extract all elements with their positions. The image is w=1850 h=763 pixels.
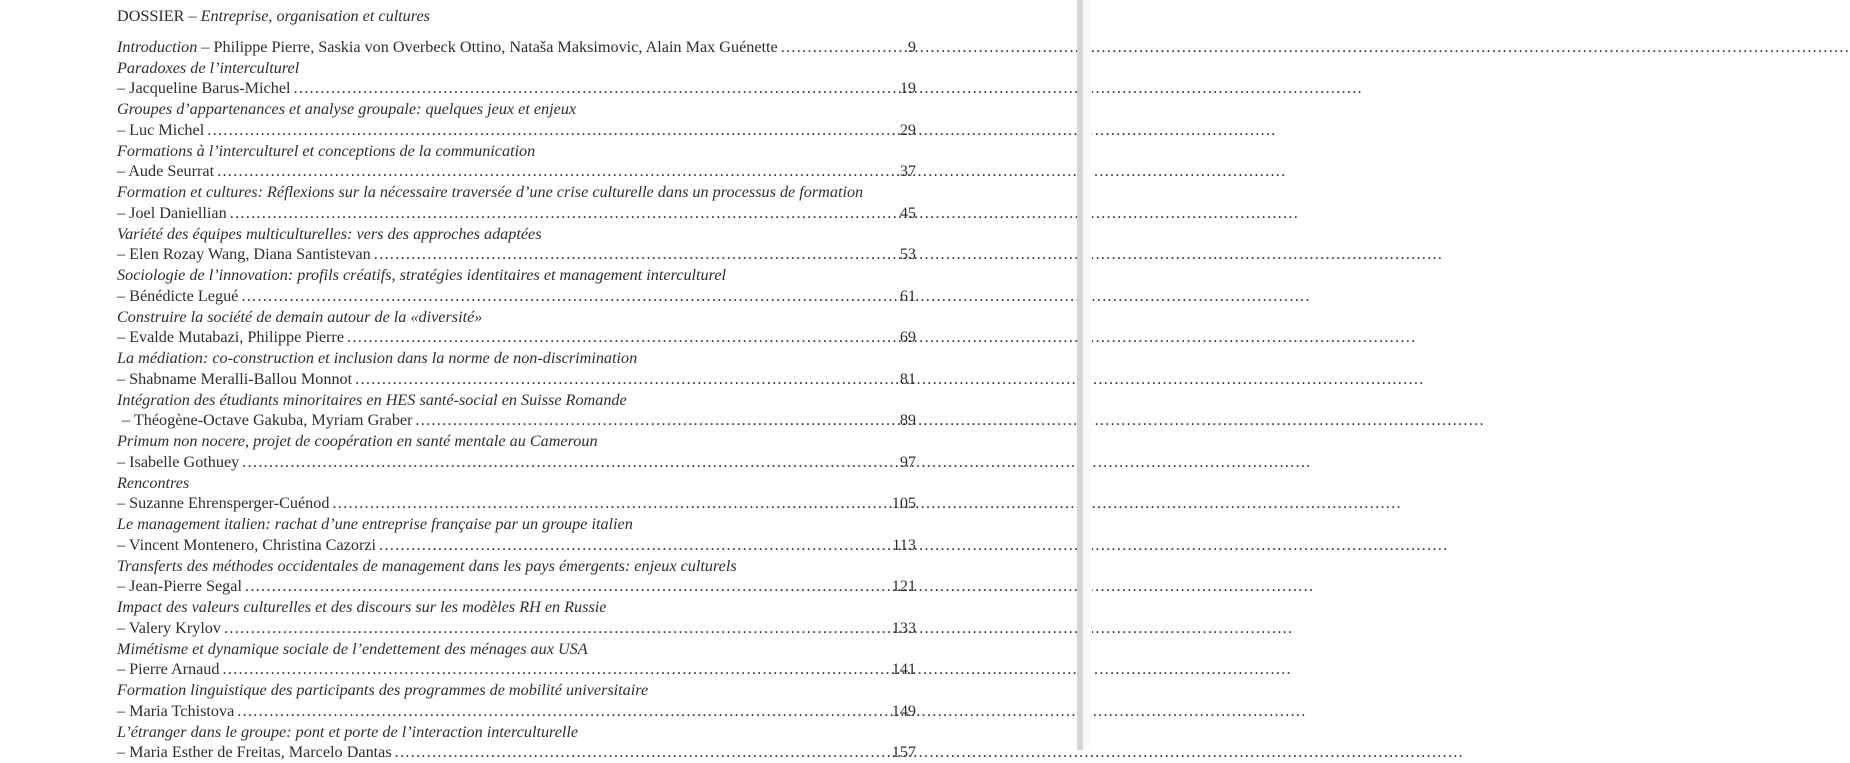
- toc-entry: [117, 597, 916, 639]
- dot-leader: [217, 161, 898, 182]
- entry-page-number: 89: [900, 410, 916, 431]
- entry-authors: – Vincent Montenero, Christina Cazorzi: [117, 535, 376, 556]
- entry-authors-line: [117, 410, 916, 431]
- entry-page-number: 113: [892, 535, 916, 556]
- entry-title: Rencontres: [117, 473, 916, 494]
- dot-leader: [237, 701, 889, 722]
- dot-leader: [223, 659, 890, 680]
- dot-leader: [224, 618, 890, 639]
- toc-entry: [117, 514, 916, 556]
- section-label: DOSSIER –: [117, 7, 201, 25]
- entry-title: L’étranger dans le groupe: pont et porte de l’interaction interculturelle: [117, 722, 916, 743]
- dot-leader: [416, 410, 898, 431]
- entry-authors: – Aude Seurrat: [117, 161, 214, 182]
- entry-page-number: 141: [892, 659, 916, 680]
- entry-authors-line: [117, 618, 916, 639]
- entry-page-number: 29: [900, 120, 916, 141]
- entry-authors-line: [117, 161, 916, 182]
- entry-title: Introduction: [117, 38, 197, 56]
- entry-title: Formation et cultures: Réflexions sur la nécessaire traversée d’une crise culturelle dans un processus de formation: [117, 182, 916, 203]
- dot-leader: [230, 203, 898, 224]
- entry-title: Groupes d’appartenances et analyse groupale: quelques jeux et enjeux: [117, 99, 916, 120]
- entry-title: La médiation: co-construction et inclusion dans la norme de non-discrimination: [117, 348, 916, 369]
- entry-title: Primum non nocere, projet de coopération en santé mentale au Cameroun: [117, 431, 916, 452]
- entry-authors: – Shabname Meralli-Ballou Monnot: [117, 369, 352, 390]
- entry-authors-line: [117, 576, 916, 597]
- dot-leader: [379, 535, 890, 556]
- dot-leader: [245, 576, 890, 597]
- entry-authors-line: [117, 369, 916, 390]
- entry-authors-line: [117, 701, 916, 722]
- entry-authors: – Jean-Pierre Segal: [117, 576, 242, 597]
- entry-authors: – Philippe Pierre, Saskia von Overbeck Ottino, Nataša Maksimovic, Alain Max Guénette: [197, 38, 777, 56]
- entry-authors-line: [117, 120, 916, 141]
- entry-title: Impact des valeurs culturelles et des discours sur les modèles RH en Russie: [117, 597, 916, 618]
- entry-page-number: 133: [892, 618, 916, 639]
- entry-authors-line: [117, 493, 916, 514]
- dot-leader: [332, 493, 889, 514]
- page-edge-divider: [1077, 0, 1083, 750]
- entry-page-number: 9: [908, 37, 916, 58]
- entry-authors: – Elen Rozay Wang, Diana Santistevan: [117, 244, 371, 265]
- toc-entry: [117, 390, 916, 432]
- page-gutter: [1083, 0, 1092, 750]
- entry-authors: – Maria Tchistova: [117, 701, 234, 722]
- toc-entry: [117, 556, 916, 598]
- entry-page-number: 37: [900, 161, 916, 182]
- dot-leader: [395, 742, 890, 763]
- toc-entry: [117, 182, 916, 224]
- entry-title: Le management italien: rachat d’une entreprise française par un groupe italien: [117, 514, 916, 535]
- entry-title: Mimétisme et dynamique sociale de l’endettement des ménages aux USA: [117, 639, 916, 660]
- entry-authors: – Luc Michel: [117, 120, 204, 141]
- toc-entry: [117, 307, 916, 349]
- section-title: Entreprise, organisation et cultures: [201, 7, 430, 25]
- entry-authors-line: [117, 742, 916, 763]
- toc-entry: [117, 58, 916, 100]
- toc-entry: [117, 639, 916, 681]
- entry-authors-line: [117, 535, 916, 556]
- entry-page-number: 157: [892, 742, 916, 763]
- dot-leader: [355, 369, 898, 390]
- entry-authors: – Joel Daniellian: [117, 203, 227, 224]
- dot-leader: [294, 78, 898, 99]
- dot-leader: [242, 452, 898, 473]
- entry-title: Formation linguistique des participants des programmes de mobilité universitaire: [117, 680, 916, 701]
- entry-title: Formations à l’interculturel et conceptions de la communication: [117, 141, 916, 162]
- entry-authors: – Jacqueline Barus-Michel: [117, 78, 291, 99]
- entry-title: Variété des équipes multiculturelles: vers des approches adaptées: [117, 224, 916, 245]
- entry-page-number: 69: [900, 327, 916, 348]
- entry-authors: – Théogène-Octave Gakuba, Myriam Graber: [122, 410, 413, 431]
- entry-title: Construire la société de demain autour de la «diversité»: [117, 307, 916, 328]
- entry-title: Paradoxes de l’interculturel: [117, 58, 916, 79]
- entry-line: [117, 37, 916, 58]
- dot-leader: [781, 37, 906, 58]
- entry-authors-line: [117, 203, 916, 224]
- entry-authors: – Valery Krylov: [117, 618, 221, 639]
- toc-entry: [117, 99, 916, 141]
- entry-authors: – Maria Esther de Freitas, Marcelo Dantas: [117, 742, 392, 763]
- entry-page-number: 149: [892, 701, 916, 722]
- entry-authors-line: [117, 78, 916, 99]
- entry-authors: – Suzanne Ehrensperger-Cuénod: [117, 493, 329, 514]
- entry-authors-line: [117, 452, 916, 473]
- entry-authors-line: [117, 327, 916, 348]
- entry-title: Transferts des méthodes occidentales de management dans les pays émergents: enjeux culturels: [117, 556, 916, 577]
- toc-entry: [117, 265, 916, 307]
- entry-page-number: 53: [900, 244, 916, 265]
- entry-page-number: 45: [900, 203, 916, 224]
- entry-authors: – Bénédicte Legué: [117, 286, 238, 307]
- toc-entry: [117, 348, 916, 390]
- toc-entry: [117, 722, 916, 763]
- toc-content: [117, 6, 916, 763]
- dot-leader: [241, 286, 897, 307]
- entry-page-number: 105: [892, 493, 916, 514]
- toc-entry: [117, 37, 916, 58]
- toc-entry: [117, 224, 916, 266]
- entry-title: Intégration des étudiants minoritaires en HES santé-social en Suisse Romande: [117, 390, 916, 411]
- toc-header: [117, 6, 916, 27]
- entry-authors: – Pierre Arnaud: [117, 659, 220, 680]
- entry-authors-line: [117, 286, 916, 307]
- toc-entry: [117, 680, 916, 722]
- entry-page-number: 97: [900, 452, 916, 473]
- entry-authors-line: [117, 659, 916, 680]
- toc-entry: [117, 473, 916, 515]
- entry-page-number: 19: [900, 78, 916, 99]
- entry-title: Sociologie de l’innovation: profils créatifs, stratégies identitaires et management interculturel: [117, 265, 916, 286]
- entry-page-number: 61: [900, 286, 916, 307]
- toc-entry: [117, 141, 916, 183]
- entry-page-number: 121: [892, 576, 916, 597]
- entry-authors: – Isabelle Gothuey: [117, 452, 239, 473]
- dot-leader: [207, 120, 898, 141]
- entry-authors: – Evalde Mutabazi, Philippe Pierre: [117, 327, 344, 348]
- dot-leader: [374, 244, 898, 265]
- dot-leader: [347, 327, 898, 348]
- toc-entry: [117, 431, 916, 473]
- entry-authors-line: [117, 244, 916, 265]
- entry-page-number: 81: [900, 369, 916, 390]
